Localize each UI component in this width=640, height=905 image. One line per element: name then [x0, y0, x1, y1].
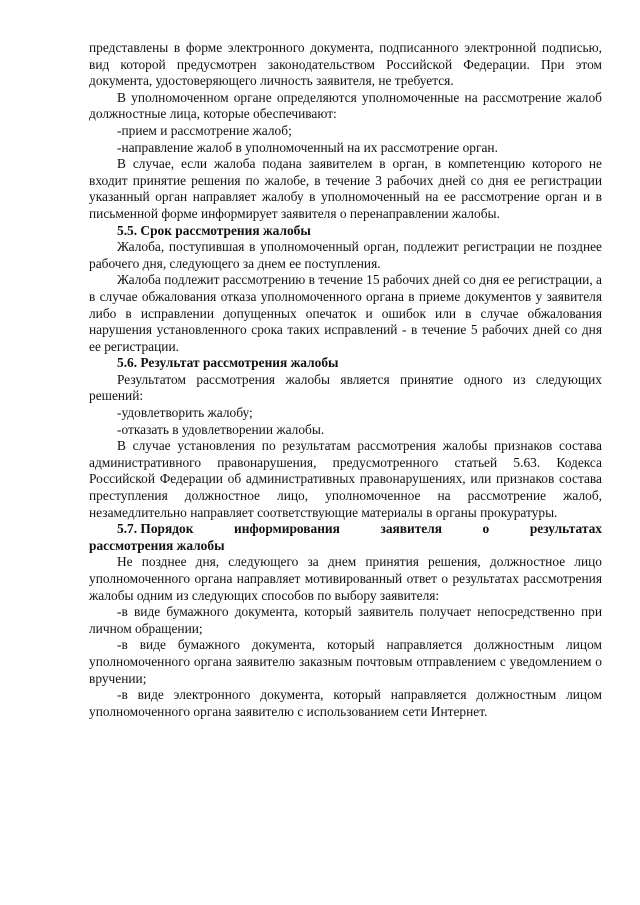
- section-5-7-heading-line-2: рассмотрения жалобы: [89, 537, 225, 553]
- section-5-7-bullet-2: -в виде бумажного документа, который направляется должностным лицом уполномоченного органа заявителю заказным почтовым отправлением с уведомлением о вручении;: [89, 637, 602, 686]
- section-5-6-paragraph-2: В случае установления по результатам рассмотрения жалобы признаков состава административного правонарушения, предусмотренного статьей 5.63. Кодекса Российской Федерации об административных правонарушениях, или признаков состава преступления должностное лицо, уполномоченное на рассмотрение жалоб, незамедлительно направляет соответствующие материалы в органы прокуратуры.: [89, 438, 602, 520]
- section-5-7-bullet-1: -в виде бумажного документа, который заявитель получает непосредственно при личном обращении;: [89, 604, 602, 636]
- section-5-6-bullet-1: -удовлетворить жалобу;: [117, 405, 253, 421]
- heading-word: результатах: [529, 521, 602, 537]
- section-5-5-heading: 5.5. Срок рассмотрения жалобы: [117, 222, 311, 238]
- intro-paragraph-2: В уполномоченном органе определяются уполномоченные на рассмотрение жалоб должностные лица, которые обеспечивают:: [89, 89, 602, 122]
- section-5-6-paragraph-1: Результатом рассмотрения жалобы является принятие одного из следующих решений:: [89, 371, 602, 404]
- section-5-5-paragraph-1: Жалоба, поступившая в уполномоченный орган, подлежит регистрации не позднее рабочего дня, следующего за днем ее поступления.: [89, 239, 602, 271]
- intro-paragraph-3: В случае, если жалоба подана заявителем в орган, в компетенцию которого не входит принятие решения по жалобе, в течение 3 рабочих дней со дня ее регистрации указанный орган направляет жалобу в уполномоченный на ее рассмотрение орган и в письменной форме информирует заявителя о перенаправлении жалобы.: [89, 156, 602, 221]
- section-5-5-paragraph-2: Жалоба подлежит рассмотрению в течение 15 рабочих дней со дня ее регистрации, а в случае обжалования отказа уполномоченного органа в приеме документов у заявителя либо в исправлении допущенных опечаток и ошибок или в случае обжалования нарушения установленного срока таких исправлений - в течение 5 рабочих дней со дня ее регистрации.: [89, 272, 602, 354]
- section-5-7-bullet-3: -в виде электронного документа, который направляется должностным лицом уполномоченного органа заявителю с использованием сети Интернет.: [89, 687, 602, 719]
- intro-paragraph-1: представлены в форме электронного документа, подписанного электронной подписью, вид которой предусмотрен законодательством Российской Федерации. При этом документа, удостоверяющего личность заявителя, не требуется.: [89, 40, 602, 89]
- section-5-6-bullet-2: -отказать в удовлетворении жалобы.: [117, 421, 325, 437]
- intro-bullet-1: -прием и рассмотрение жалоб;: [117, 122, 292, 138]
- section-5-6-heading: 5.6. Результат рассмотрения жалобы: [117, 355, 339, 371]
- section-5-7-heading: [89, 521, 602, 538]
- heading-word: информирования: [233, 521, 340, 537]
- heading-word: о: [482, 521, 490, 537]
- heading-word: 5.7. Порядок: [117, 521, 194, 537]
- heading-word: заявителя: [380, 521, 442, 537]
- section-5-7-paragraph-1: Не позднее дня, следующего за днем принятия решения, должностное лицо уполномоченного органа направляет мотивированный ответ о результатах рассмотрения жалобы одним из следующих способов по выбору заявителя:: [89, 554, 602, 603]
- intro-bullet-2: -направление жалоб в уполномоченный на их рассмотрение орган.: [117, 139, 498, 155]
